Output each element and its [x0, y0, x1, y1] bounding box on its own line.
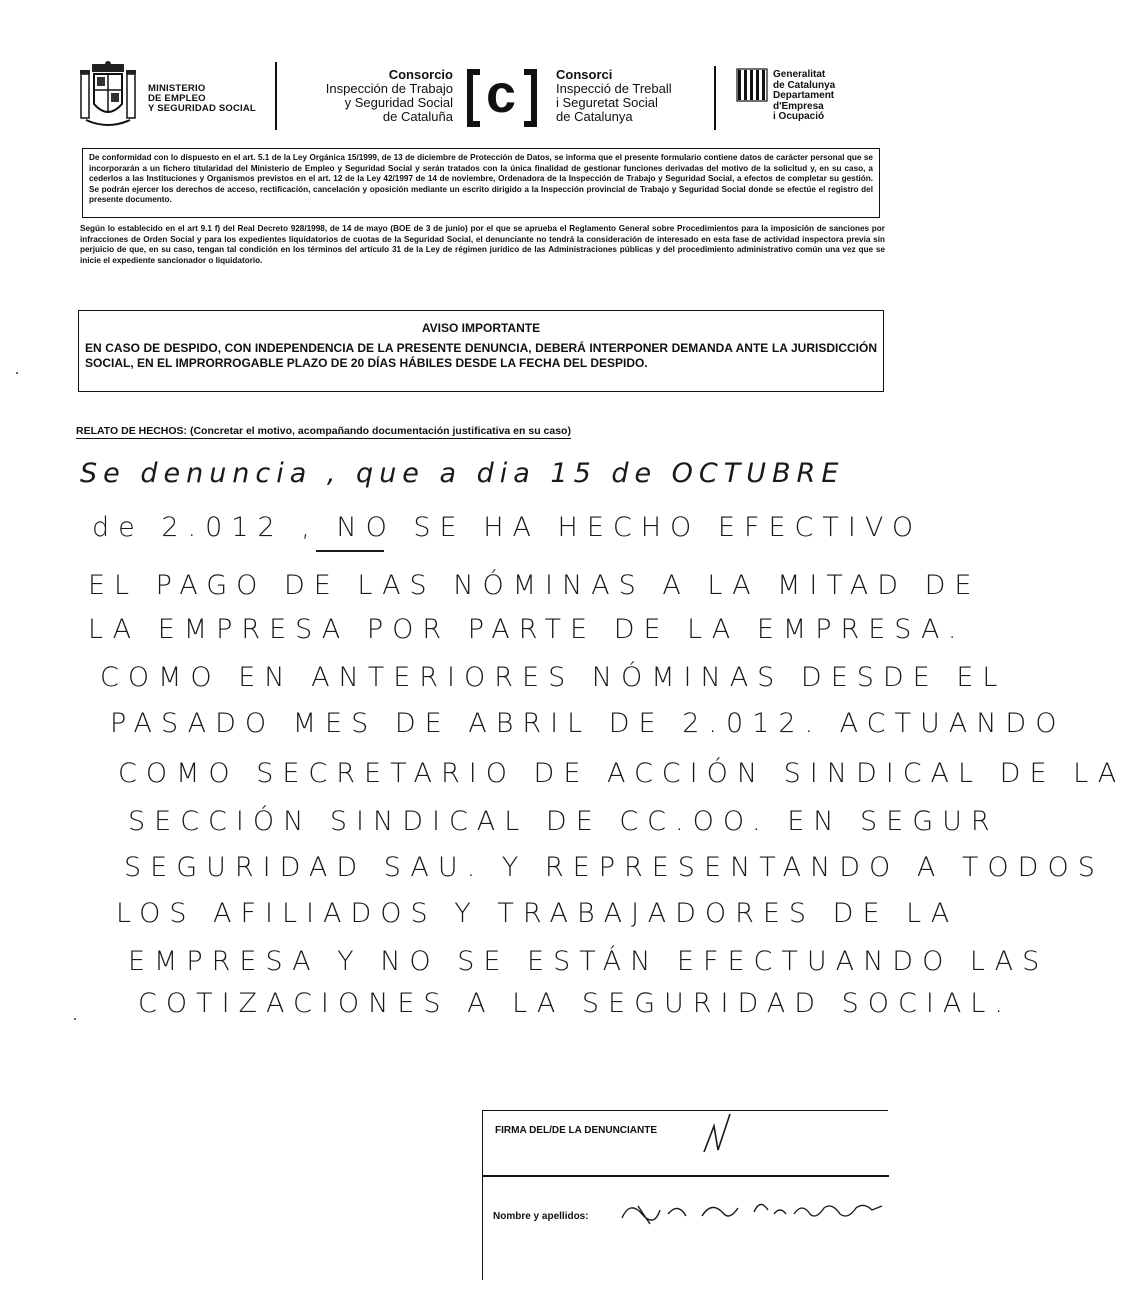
- consorci-ca-line: de Catalunya: [556, 109, 633, 124]
- handwritten-line: LOS AFILIADOS Y TRABAJADORES DE LA: [116, 898, 959, 929]
- handwritten-line: COMO SECRETARIO DE ACCIÓN SINDICAL DE LA: [118, 758, 1125, 789]
- consorci-ca-line: i Seguretat Social: [556, 95, 658, 110]
- relato-de-hechos-label: RELATO DE HECHOS: (Concretar el motivo, acompañando documentación justificativa en su caso): [76, 425, 571, 437]
- handwritten-line: de 2.012 , NO SE HA HECHO EFECTIVO: [92, 512, 923, 543]
- signature-mark: [700, 1112, 736, 1154]
- consorci-ca-text: [556, 68, 726, 124]
- data-protection-notice: De conformidad con lo dispuesto en el art. 5.1 de la Ley Orgánica 15/1999, de 13 de diciembre de Protección de Datos, se informa que el presente formulario contiene datos de carácter personal que se incorporarán a un fichero titularidad del Ministerio de Empleo y Seguridad Social y serán tratados con la única finalidad de gestionar funciones derivadas del motivo de la solicitud y, en su caso, a cederlos a las Instituciones y Organismos previstos en el art. 12 de la Ley 42/1997 de 14 de noviembre, Ordenadora de la Inspección de Trabajo y Seguridad Social, a efectos de completar su gestión. Se podrán ejercer los derechos de acceso, rectificación, cancelación y oposición mediante un escrito dirigido a la Inspección provincial de Trabajo y Seguridad Social donde se efectúe el registro del presente documento.: [82, 148, 880, 218]
- generalitat-line: Generalitat: [773, 69, 826, 80]
- consorcio-es-line: de Cataluña: [382, 109, 453, 124]
- letterhead: [78, 60, 878, 140]
- handwritten-line: LA EMPRESA POR PARTE DE LA EMPRESA.: [88, 614, 966, 645]
- handwritten-line: PASADO MES DE ABRIL DE 2.012. ACTUANDO: [110, 708, 1066, 739]
- logo-letter: c: [486, 64, 517, 124]
- important-notice-box: [78, 310, 884, 392]
- generalitat-line: de Catalunya: [773, 79, 836, 91]
- spain-coat-of-arms-icon: [78, 60, 138, 130]
- ministerio-line: MINISTERIO: [148, 83, 206, 94]
- generalitat-logo-icon: [736, 68, 776, 108]
- handwritten-line: SECCIÓN SINDICAL DE CC.OO. EN SEGUR: [128, 806, 999, 837]
- consorci-ca-line: Inspecció de Treball: [556, 81, 672, 96]
- important-notice-text: EN CASO DE DESPIDO, CON INDEPENDENCIA DE LA PRESENTE DENUNCIA, DEBERÁ INTERPONER DEMANDA ANTE LA JURISDICCIÓN SOCIAL, EN EL IMPRORROGABLE PLAZO DE 20 DÍAS HÁBILES DESDE LA FECHA DEL DESPIDO.: [85, 341, 877, 370]
- consorci-ca-line: Consorci: [556, 67, 613, 82]
- consorcio-es-line: Consorcio: [388, 67, 453, 82]
- ministerio-text: [148, 84, 256, 114]
- handwritten-line: COTIZACIONES A LA SEGURIDAD SOCIAL.: [138, 988, 1012, 1019]
- handwritten-line: EMPRESA Y NO SE ESTÁN EFECTUANDO LAS: [128, 946, 1049, 977]
- generalitat-line: Departament: [773, 90, 835, 101]
- handwritten-line: Se denuncia , que a dia 15 de OCTUBRE: [80, 458, 845, 489]
- generalitat-text: [773, 70, 835, 123]
- header-divider: [714, 66, 716, 130]
- handwritten-line: SEGURIDAD SAU. Y REPRESENTANDO A TODOS: [124, 852, 1104, 883]
- signature-divider: [483, 1175, 889, 1177]
- consorcio-es-line: Inspección de Trabajo: [325, 81, 453, 96]
- name-label: Nombre y apellidos:: [493, 1211, 589, 1222]
- consorcio-es-text: [283, 68, 453, 124]
- regulation-notice: Según lo establecido en el art 9.1 f) del Real Decreto 928/1998, de 14 de mayo (BOE de 3 de junio) por el que se aprueba el Reglamento General sobre Procedimientos para la imposición de sanciones por infracciones de Orden Social y para los expedientes liquidatorios de cuotas de la Seguridad Social, el denunciante no tendrá la consideración de interesado en esta fase de actividad inspectora previa sin perjuicio de que, en su caso, tengan tal condición en los términos del artículo 31 de la Ley de régimen jurídico de las Administraciones públicas y del procedimiento administrativo común una vez que se inicie el expediente sancionador o liquidatorio.: [80, 224, 885, 265]
- ministerio-line: Y SEGURIDAD SOCIAL: [148, 103, 256, 114]
- generalitat-line: d'Empresa: [773, 100, 824, 112]
- handwritten-line: EL PAGO DE LAS NÓMINAS A LA MITAD DE: [88, 570, 981, 601]
- handwritten-line: COMO EN ANTERIORES NÓMINAS DESDE EL: [100, 662, 1007, 693]
- generalitat-line: i Ocupació: [773, 111, 825, 122]
- handwritten-signature: [620, 1180, 890, 1240]
- important-notice-title: AVISO IMPORTANTE: [421, 321, 541, 335]
- consorcio-logo: [466, 64, 538, 128]
- ministerio-line: DE EMPLEO: [148, 93, 206, 104]
- scan-dot: [16, 372, 18, 374]
- header-divider: [275, 62, 277, 130]
- scan-dot: [74, 1018, 76, 1020]
- consorcio-es-line: y Seguridad Social: [344, 95, 453, 110]
- handwritten-underline: [316, 550, 384, 552]
- signature-label: FIRMA DEL/DE LA DENUNCIANTE: [495, 1125, 658, 1136]
